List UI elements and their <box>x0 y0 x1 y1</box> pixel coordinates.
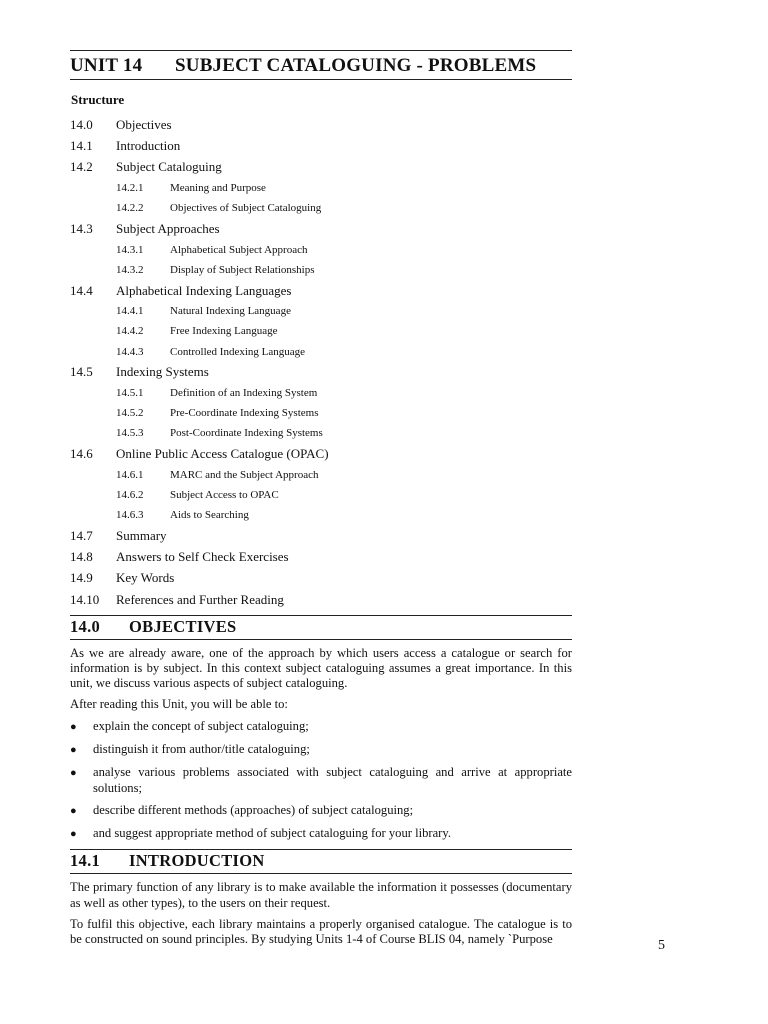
toc-entry <box>70 157 572 178</box>
toc-entry-number: 14.2.2 <box>116 202 144 215</box>
toc-entry-text: Introduction <box>116 138 181 154</box>
toc-entry-number: 14.6.1 <box>116 468 144 481</box>
toc-entry-number: 14.3.1 <box>116 243 144 256</box>
toc-entry-number: 14.5.1 <box>116 387 144 400</box>
toc-entry-number: 14.8 <box>70 549 93 565</box>
page-number: 5 <box>658 938 665 953</box>
list-item <box>70 765 572 796</box>
toc-entry <box>70 240 572 260</box>
toc-entry-number: 14.6 <box>70 445 93 461</box>
toc-entry-number: 14.3 <box>70 221 93 237</box>
toc-entry-number: 14.4.3 <box>116 345 144 358</box>
toc-entry-text: Post-Coordinate Indexing Systems <box>170 427 323 440</box>
title-rule <box>70 79 572 80</box>
toc-entry-number: 14.2.1 <box>116 182 144 195</box>
list-item-text: describe different methods (approaches) of subject cataloguing; <box>93 802 414 817</box>
toc-entry-number: 14.0 <box>70 116 93 132</box>
toc-entry-number: 14.7 <box>70 527 93 543</box>
toc-entry-number: 14.4.2 <box>116 325 144 338</box>
toc-entry-text: Natural Indexing Language <box>170 305 291 318</box>
toc-entry-text: Controlled Indexing Language <box>170 345 306 358</box>
toc-entry <box>70 342 572 362</box>
objectives-lead: After reading this Unit, you will be able to: <box>70 697 288 712</box>
toc-entry-text: Pre-Coordinate Indexing Systems <box>170 407 319 420</box>
toc-entry <box>70 362 572 383</box>
toc-entry-text: Answers to Self Check Exercises <box>116 549 289 565</box>
section-number: 14.0 <box>70 616 101 636</box>
toc-entry-text: Subject Access to OPAC <box>170 488 279 501</box>
toc-entry-number: 14.5.3 <box>116 427 144 440</box>
bullet-icon: ● <box>70 767 77 780</box>
section-title: INTRODUCTION <box>129 851 265 871</box>
toc-entry-text: Alphabetical Subject Approach <box>170 243 308 256</box>
list-item-text: and suggest appropriate method of subject cataloguing for your library. <box>93 826 451 841</box>
toc-entry <box>70 465 572 485</box>
table-of-contents <box>70 114 572 611</box>
toc-entry <box>70 135 572 156</box>
list-item-text: explain the concept of subject cataloguing; <box>93 718 309 733</box>
toc-entry-number: 14.4.1 <box>116 305 144 318</box>
toc-entry-number: 14.6.2 <box>116 488 144 501</box>
toc-entry <box>70 321 572 341</box>
toc-entry-text: Meaning and Purpose <box>170 182 266 195</box>
toc-entry <box>70 280 572 301</box>
toc-entry-text: Subject Cataloguing <box>116 159 222 175</box>
section-number: 14.1 <box>70 851 101 871</box>
toc-entry <box>70 525 572 546</box>
introduction-heading <box>70 849 572 874</box>
introduction-paragraph-2: To fulfil this objective, each library maintains a properly organised catalogue. The catalogue is to be constructed on sound principles. By studying Units 1-4 of Course BLIS 04, namely `Purpose <box>70 917 572 947</box>
toc-entry-number: 14.1 <box>70 138 93 154</box>
toc-entry-number: 14.10 <box>70 591 100 607</box>
toc-entry <box>70 301 572 321</box>
bullet-icon: ● <box>70 720 77 733</box>
list-item <box>70 826 572 842</box>
section-title: OBJECTIVES <box>129 616 237 636</box>
toc-entry-number: 14.9 <box>70 570 93 586</box>
toc-entry-text: Free Indexing Language <box>170 325 278 338</box>
toc-entry-text: Summary <box>116 527 167 543</box>
bullet-icon: ● <box>70 828 77 841</box>
list-item <box>70 719 572 735</box>
toc-entry <box>70 546 572 567</box>
toc-entry <box>70 260 572 280</box>
list-item <box>70 742 572 758</box>
objectives-heading <box>70 615 572 640</box>
bullet-icon: ● <box>70 744 77 756</box>
toc-entry-text: MARC and the Subject Approach <box>170 468 319 481</box>
toc-entry <box>70 589 572 610</box>
introduction-paragraph-1: The primary function of any library is to make available the information it possesses (documentary as well as other types), to the users on their request. <box>70 880 572 910</box>
toc-entry-text: Definition of an Indexing System <box>170 387 318 400</box>
list-item-text: analyse various problems associated with subject cataloguing and arrive at appropriate solutions; <box>93 765 572 795</box>
objectives-intro: As we are already aware, one of the approach by which users access a catalogue or search for information is by subject. In this context subject cataloguing assumes a great importance. In this unit, we discuss various aspects of subject cataloguing. <box>70 645 572 691</box>
toc-entry <box>70 485 572 505</box>
toc-entry <box>70 114 572 135</box>
list-item-text: distinguish it from author/title cataloguing; <box>93 742 310 756</box>
list-item <box>70 803 572 819</box>
toc-entry-text: Display of Subject Relationships <box>170 263 315 276</box>
toc-entry <box>70 403 572 423</box>
toc-entry <box>70 568 572 589</box>
document-page <box>70 50 572 948</box>
toc-entry-number: 14.4 <box>70 282 93 298</box>
toc-entry-text: Aids to Searching <box>170 508 249 521</box>
toc-entry-text: Indexing Systems <box>116 364 209 380</box>
toc-entry <box>70 383 572 403</box>
toc-entry <box>70 218 572 239</box>
toc-entry <box>70 505 572 525</box>
toc-entry-text: Alphabetical Indexing Languages <box>116 282 292 298</box>
toc-entry-text: Key Words <box>116 570 175 586</box>
toc-entry-text: Objectives <box>116 116 172 132</box>
toc-entry-text: References and Further Reading <box>116 591 284 607</box>
unit-title <box>70 51 572 79</box>
objectives-list <box>70 719 572 843</box>
toc-entry-number: 14.5.2 <box>116 407 144 420</box>
toc-entry <box>70 198 572 218</box>
toc-entry-number: 14.6.3 <box>116 508 144 521</box>
unit-number: UNIT 14 <box>70 55 143 76</box>
toc-entry-text: Subject Approaches <box>116 221 220 237</box>
toc-entry <box>70 423 572 443</box>
bullet-icon: ● <box>70 804 77 817</box>
toc-entry-number: 14.3.2 <box>116 263 144 276</box>
toc-entry-number: 14.2 <box>70 159 93 175</box>
toc-entry <box>70 443 572 464</box>
toc-entry-number: 14.5 <box>70 364 93 380</box>
structure-label: Structure <box>71 92 125 107</box>
toc-entry <box>70 178 572 198</box>
toc-entry-text: Objectives of Subject Cataloguing <box>170 202 322 215</box>
unit-heading: SUBJECT CATALOGUING - PROBLEMS <box>175 55 537 76</box>
toc-entry-text: Online Public Access Catalogue (OPAC) <box>116 445 329 461</box>
